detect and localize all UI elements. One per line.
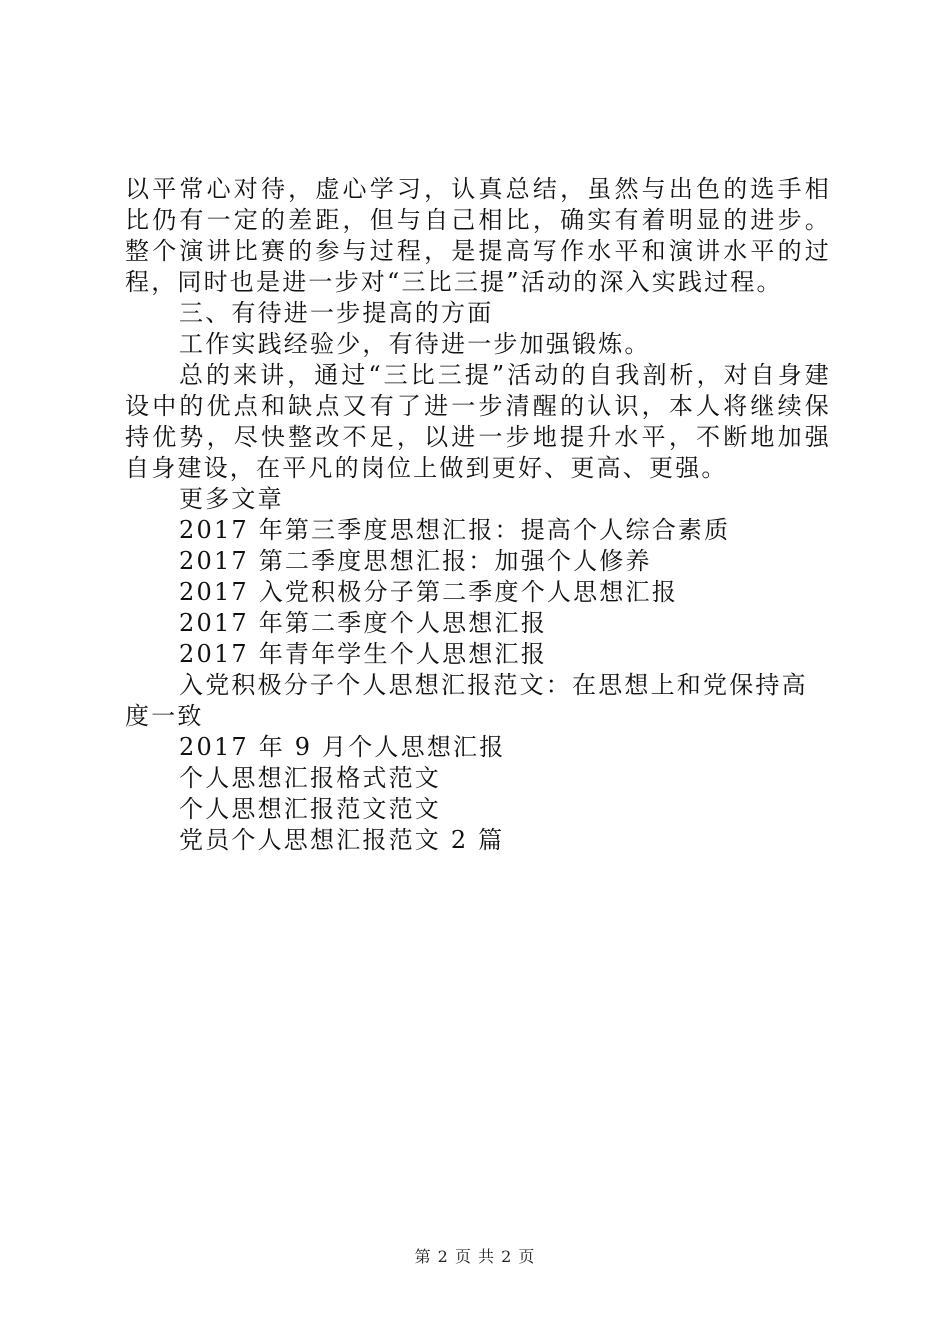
article-link[interactable]: 2017 入党积极分子第二季度个人思想汇报 (179, 578, 678, 606)
paragraph-summary: 总的来讲，通过“三比三提”活动的自我剖析，对自身建设中的优点和缺点又有了进一步清醒的认识，本人将继续保持优势，尽快整改不足，以进一步地提升水平，不断地加强自身建设，在平凡的岗位上做到更好、更高、更强。 (125, 361, 831, 482)
article-link[interactable]: 个人思想汇报范文范文 (179, 795, 441, 823)
more-articles-heading: 更多文章 (179, 485, 284, 513)
document-body (125, 174, 831, 856)
section-heading: 三、有待进一步提高的方面 (179, 299, 494, 327)
paragraph-continuation: 以平常心对待，虚心学习，认真总结，虽然与出色的选手相比仍有一定的差距，但与自己相比，确实有着明显的进步。整个演讲比赛的参与过程，是提高写作水平和演讲水平的过程，同时也是进一步对“三比三提”活动的深入实践过程。 (125, 175, 831, 296)
article-link[interactable]: 2017 年第三季度思想汇报：提高个人综合素质 (179, 516, 731, 544)
article-link[interactable]: 2017 年第二季度个人思想汇报 (179, 609, 547, 637)
article-link[interactable]: 2017 第二季度思想汇报：加强个人修养 (179, 547, 652, 575)
article-link[interactable]: 2017 年青年学生个人思想汇报 (179, 640, 547, 668)
article-link[interactable]: 入党积极分子个人思想汇报范文：在思想上和党保持高度一致 (125, 671, 808, 730)
article-link[interactable]: 2017 年 9 月个人思想汇报 (179, 733, 506, 761)
article-link[interactable]: 个人思想汇报格式范文 (179, 764, 441, 792)
page-number-footer: 第 2 页 共 2 页 (414, 1247, 536, 1266)
article-link[interactable]: 党员个人思想汇报范文 2 篇 (179, 826, 505, 854)
paragraph: 工作实践经验少，有待进一步加强锻炼。 (179, 330, 651, 358)
